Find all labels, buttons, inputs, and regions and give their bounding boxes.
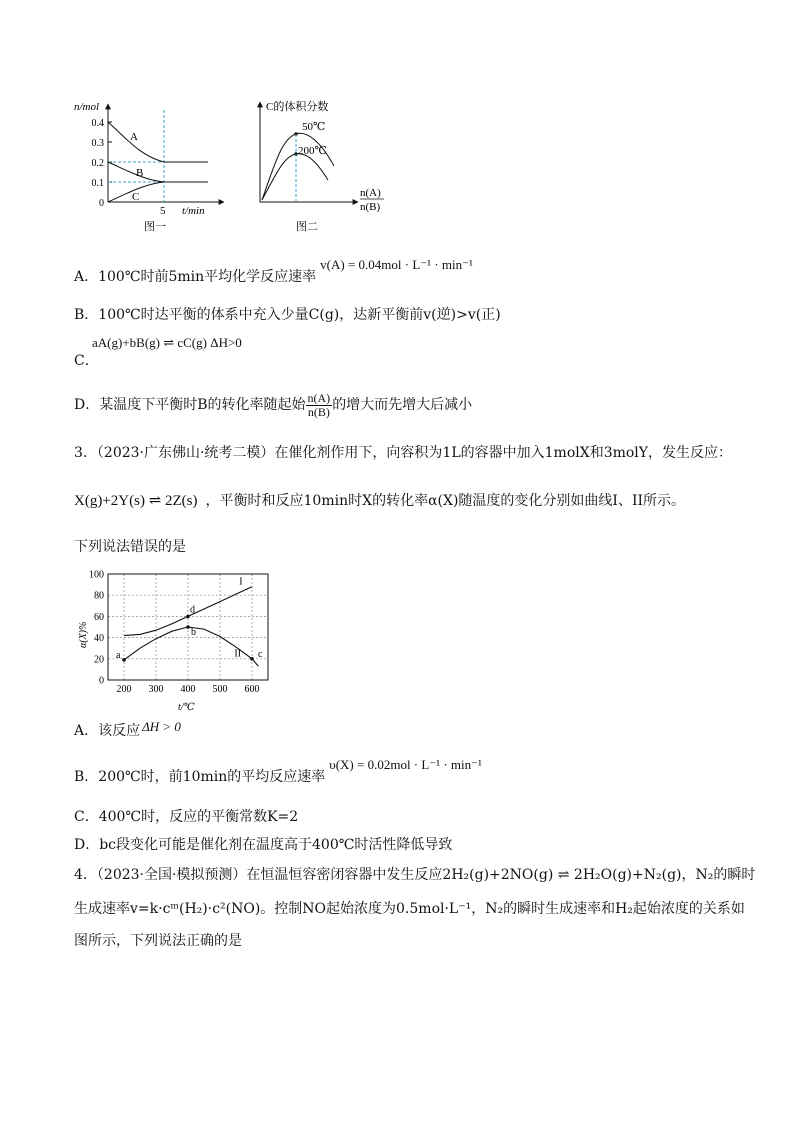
fig1-ylabel: n/mol <box>74 101 100 113</box>
fig2-label-200C: 200℃ <box>298 145 327 157</box>
q4-stem-line2: 生成速率v=k·cᵐ(H₂)·c²(NO)。控制NO起始浓度为0.5mol·L⁻¹，N₂的瞬时生成速率和H₂起始浓度的关系如 <box>74 901 745 917</box>
fig3-xtick-label: 400 <box>180 684 196 695</box>
q3-option-c: C．400℃时，反应的平衡常数K=2 <box>74 809 299 825</box>
q3-option-d: D．bc段变化可能是催化剂在温度高于400℃时活性降低导致 <box>74 837 453 853</box>
q2-option-a <box>74 257 473 285</box>
fig3-series-label-I: I <box>239 576 243 588</box>
q2-option-d-den: n(B) <box>307 404 330 419</box>
fig1-ytick-label: 0 <box>99 198 104 209</box>
fig3-xtick-label: 200 <box>116 684 132 695</box>
fig2-caption: 图二 <box>296 221 318 233</box>
fig1-xtick-5: 5 <box>160 205 166 217</box>
fig2-xlabel-num: n(A) <box>360 187 381 199</box>
fig3-xtick-label: 500 <box>212 684 228 695</box>
q2-option-d-num: n(A) <box>307 390 331 405</box>
figure-2-chart <box>252 96 402 236</box>
q2-option-c-label: C． <box>74 353 99 369</box>
fig3-xtick-label: 600 <box>244 684 260 695</box>
fig3-ylabel: α(X)% <box>78 621 89 648</box>
fig1-label-C: C <box>132 191 140 203</box>
q3-option-b-formula: υ(X) = 0.02mol · L⁻¹ · min⁻¹ <box>329 757 482 772</box>
q3-option-a-formula: ΔH > 0 <box>142 719 181 734</box>
q2-option-d-fraction <box>306 392 333 419</box>
fig1-curve-A <box>108 122 208 162</box>
fig1-caption: 图一 <box>144 221 166 233</box>
q2-option-a-formula: v(A) = 0.04mol · L⁻¹ · min⁻¹ <box>320 257 473 272</box>
fig3-point-c <box>250 657 254 661</box>
fig1-curve-B <box>108 162 208 182</box>
q3-equation: X(g)+2Y(s) ⇌ 2Z(s) <box>74 493 198 509</box>
fig3-ytick-label: 40 <box>94 633 104 645</box>
q2-option-a-text: A．100℃时前5min平均化学反应速率 <box>74 269 317 285</box>
fig3-point-a <box>122 658 126 662</box>
fig1-label-A: A <box>130 131 138 143</box>
fig3-point-b <box>186 625 190 629</box>
q3-option-a-text: A．该反应 <box>74 723 141 739</box>
q3-stem-line2-text: ，平衡时和反应10min时X的转化率α(X)随温度的变化分别如曲线I、II所示。 <box>205 493 686 509</box>
fig3-point-label-b: b <box>191 627 196 638</box>
fig3-xtick-label: 300 <box>148 684 164 695</box>
fig3-point-label-d: d <box>190 604 195 616</box>
q2-option-d <box>74 388 472 422</box>
q2-option-c-formula: aA(g)+bB(g) ⇌ cC(g) ΔH>0 <box>92 335 242 350</box>
q3-option-a <box>74 719 181 740</box>
fig2-curve-200C <box>262 154 328 200</box>
fig2-ylabel: C的体积分数 <box>266 101 329 113</box>
fig3-xlabel: t/℃ <box>178 702 195 713</box>
q2-option-d-pre: D．某温度下平衡时B的转化率随起始 <box>74 397 306 413</box>
q3-stem-line2 <box>74 492 685 510</box>
fig1-xlabel: t/min <box>182 205 205 217</box>
fig2-xlabel-den: n(B) <box>360 201 381 213</box>
q3-option-b <box>74 757 482 785</box>
fig1-ytick-label: 0.1 <box>91 178 104 189</box>
figure-3-chart <box>74 564 274 714</box>
fig3-ytick-label: 60 <box>94 611 104 623</box>
fig3-series-label-II: II <box>234 648 242 660</box>
q4-stem-line1: 4．（2023·全国·模拟预测）在恒温恒容密闭容器中发生反应2H₂(g)+2NO(g) ⇌ 2H₂O(g)+N₂(g)，N₂的瞬时 <box>74 867 756 883</box>
q2-option-d-post: 的增大而先增大后减小 <box>332 397 473 413</box>
fig2-curve-50C <box>262 133 334 200</box>
q3-stem-line1: 3．（2023·广东佛山·统考二模）在催化剂作用下，向容积为1L的容器中加入1molX和3molY，发生反应： <box>74 445 733 461</box>
q4-stem-line3: 图所示，下列说法正确的是 <box>74 933 242 949</box>
fig3-point-label-a: a <box>116 649 121 661</box>
fig1-ytick-label: 0.3 <box>91 138 104 149</box>
figure-1-chart <box>74 96 234 236</box>
fig1-label-B: B <box>136 167 144 179</box>
fig3-ytick-label: 0 <box>99 675 104 687</box>
q3-option-b-text: B．200℃时，前10min的平均反应速率 <box>74 769 326 785</box>
q3-stem-line3: 下列说法错误的是 <box>74 539 186 555</box>
fig3-ytick-label: 20 <box>94 654 104 666</box>
fig3-ytick-label: 100 <box>89 569 104 581</box>
q2-option-b: B．100℃时达平衡的体系中充入少量C(g)，达新平衡前v(逆)>v(正) <box>74 307 501 323</box>
fig1-ytick-label: 0.2 <box>91 158 104 169</box>
fig3-point-label-c: c <box>258 648 263 660</box>
fig3-ytick-label: 80 <box>94 590 104 602</box>
fig2-label-50C: 50℃ <box>302 121 326 133</box>
fig1-ytick-label: 0.4 <box>91 118 104 129</box>
